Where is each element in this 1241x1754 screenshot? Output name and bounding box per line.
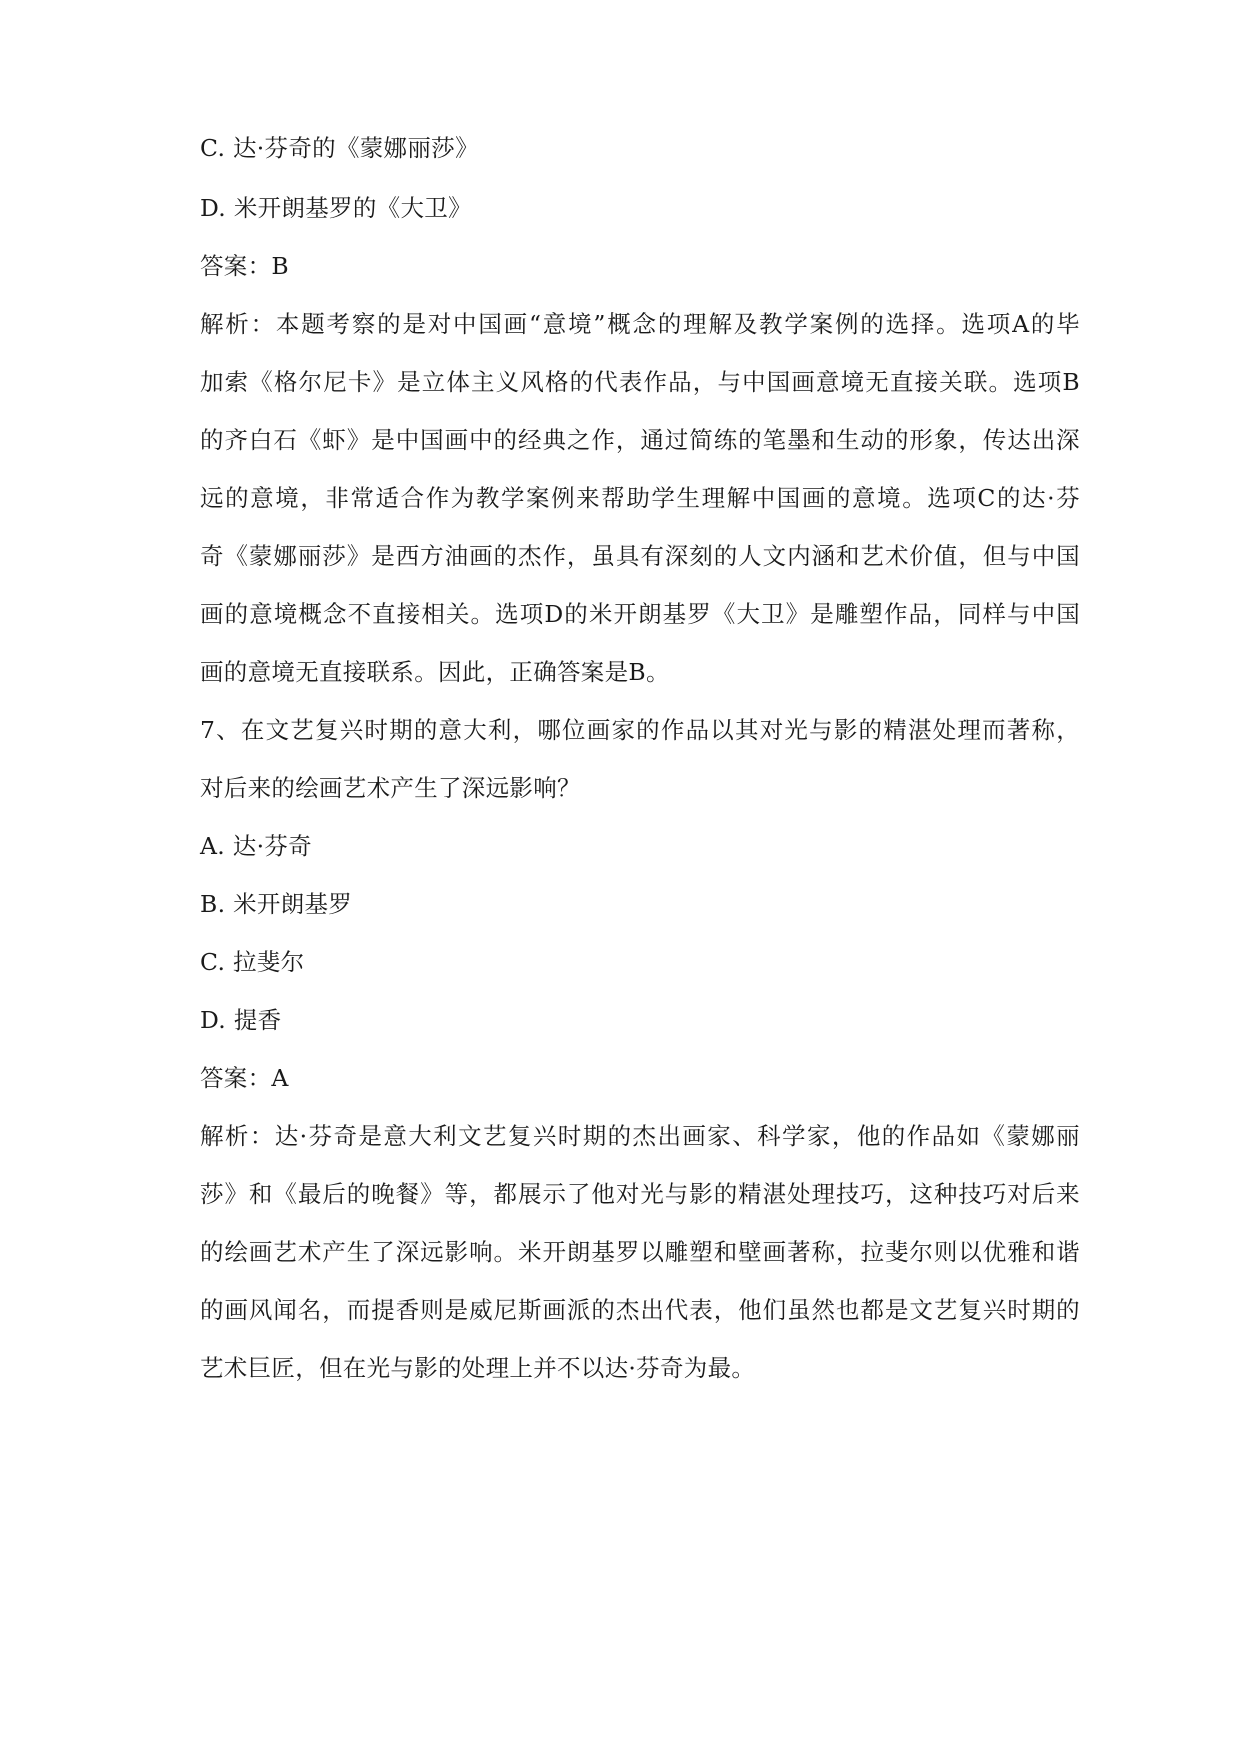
q7-option-c: C. 拉斐尔: [200, 948, 305, 976]
q6-answer: 答案：B: [200, 252, 289, 280]
q7-question-line: 对后来的绘画艺术产生了深远影响？: [200, 774, 581, 802]
q7-analysis-line: 的绘画艺术产生了深远影响。米开朗基罗以雕塑和壁画著称，拉斐尔则以优雅和谐: [200, 1238, 1080, 1266]
q7-option-d: D. 提香: [200, 1006, 282, 1034]
q6-option-c: C. 达·芬奇的《蒙娜丽莎》: [200, 134, 479, 162]
q6-option-d: D. 米开朗基罗的《大卫》: [200, 194, 472, 222]
q7-analysis-line: 解析：达·芬奇是意大利文艺复兴时期的杰出画家、科学家，他的作品如《蒙娜丽: [200, 1122, 1080, 1150]
q7-analysis-line: 莎》和《最后的晚餐》等，都展示了他对光与影的精湛处理技巧，这种技巧对后来: [200, 1180, 1080, 1208]
q7-option-b: B. 米开朗基罗: [200, 890, 353, 918]
document-page: [200, 0, 1080, 1754]
q6-analysis-line: 奇《蒙娜丽莎》是西方油画的杰作，虽具有深刻的人文内涵和艺术价值，但与中国: [200, 542, 1080, 570]
q7-option-a: A. 达·芬奇: [200, 832, 312, 860]
q7-analysis-line: 艺术巨匠，但在光与影的处理上并不以达·芬奇为最。: [200, 1354, 756, 1382]
q6-analysis-line: 解析：本题考察的是对中国画“意境”概念的理解及教学案例的选择。选项A的毕: [200, 310, 1080, 338]
q6-analysis-line: 画的意境无直接联系。因此，正确答案是B。: [200, 658, 670, 686]
q7-analysis-line: 的画风闻名，而提香则是威尼斯画派的杰出代表，他们虽然也都是文艺复兴时期的: [200, 1296, 1080, 1324]
q7-question-line: 7、在文艺复兴时期的意大利，哪位画家的作品以其对光与影的精湛处理而著称，: [200, 716, 1080, 744]
q6-analysis-line: 加索《格尔尼卡》是立体主义风格的代表作品，与中国画意境无直接关联。选项B: [200, 368, 1080, 396]
q7-answer: 答案：A: [200, 1064, 289, 1092]
q6-analysis-line: 画的意境概念不直接相关。选项D的米开朗基罗《大卫》是雕塑作品，同样与中国: [200, 600, 1080, 628]
q6-analysis-line: 的齐白石《虾》是中国画中的经典之作，通过简练的笔墨和生动的形象，传达出深: [200, 426, 1080, 454]
q6-analysis-line: 远的意境，非常适合作为教学案例来帮助学生理解中国画的意境。选项C的达·芬: [200, 484, 1080, 512]
